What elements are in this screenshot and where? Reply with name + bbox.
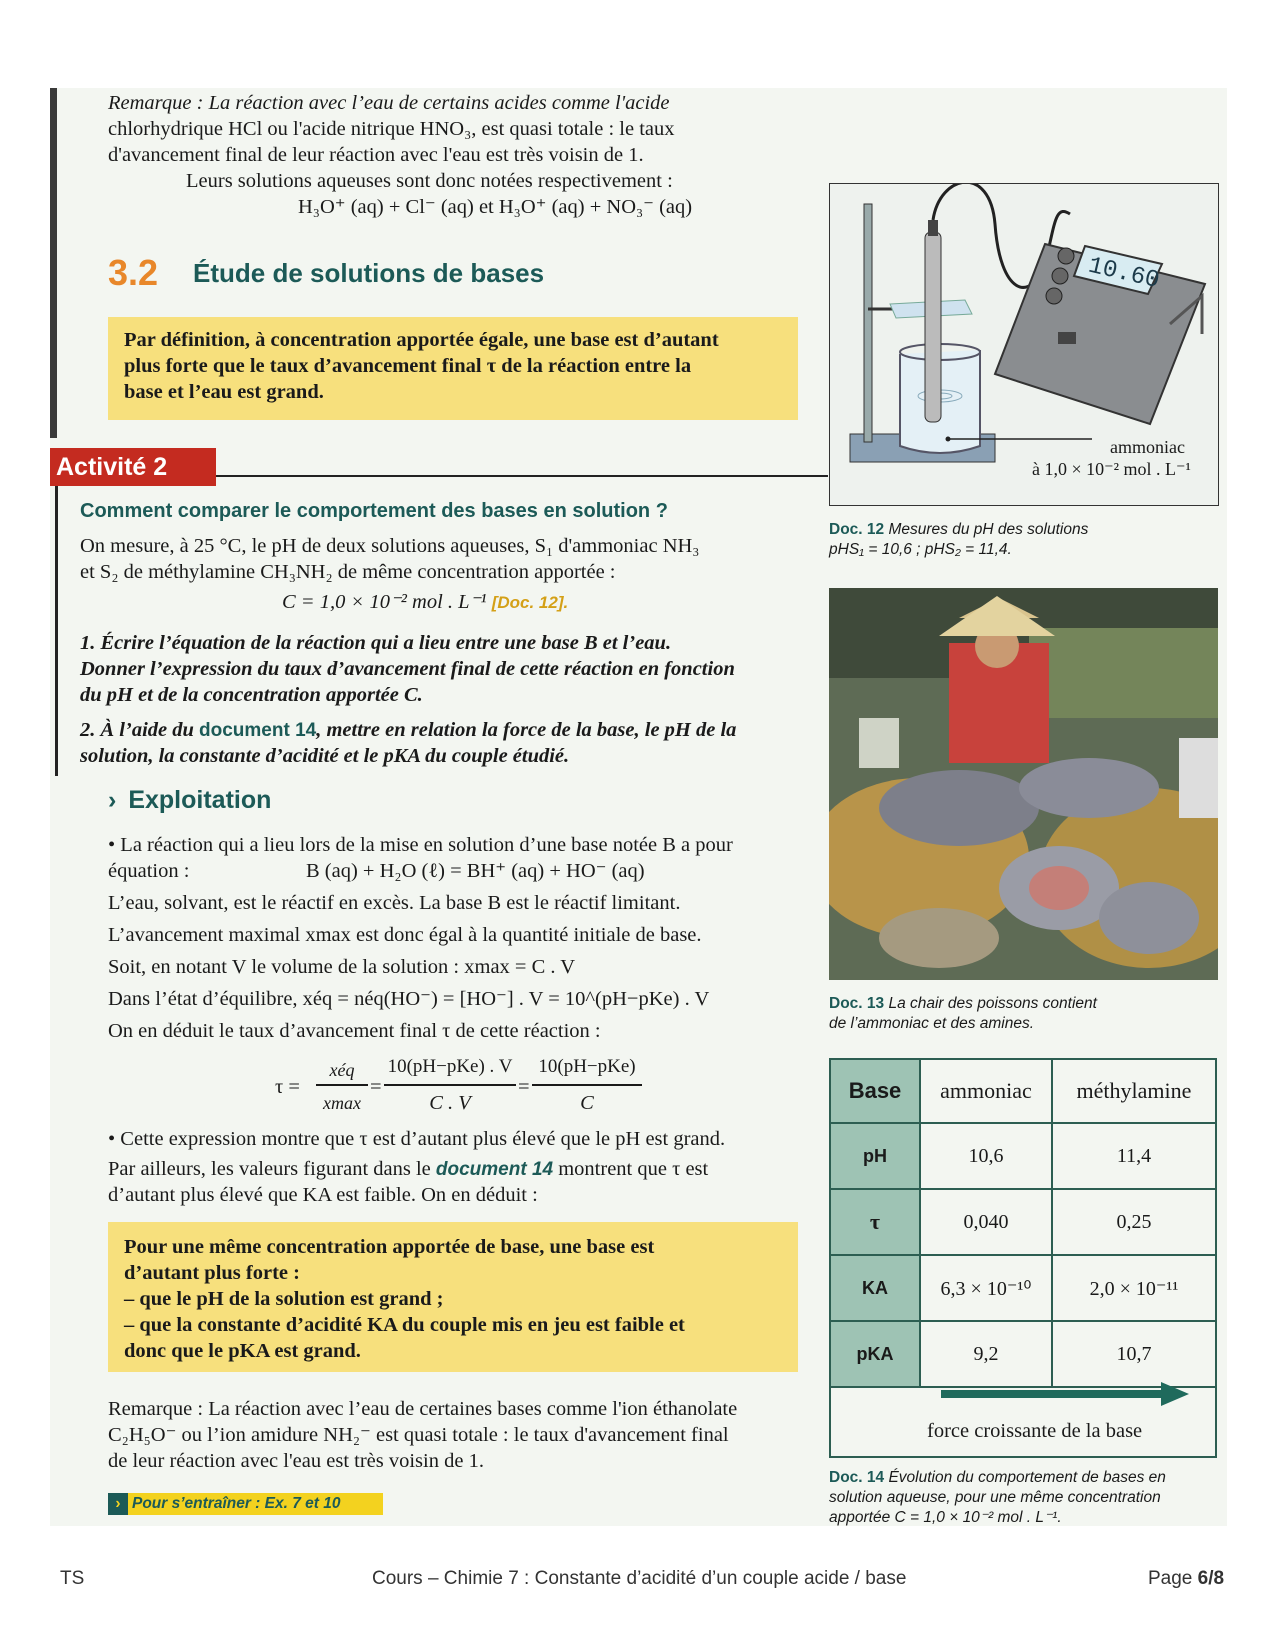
doc14-reference[interactable]: document 14 (199, 720, 317, 741)
remark-bottom-line-3: de leur réaction avec l'eau est très voisin de 1. (108, 1450, 484, 1472)
activity-rule (216, 475, 828, 477)
row-label-pka: pKA (830, 1321, 920, 1387)
exploitation-p8: Par ailleurs, les valeurs figurant dans le document 14 montrent que τ est (108, 1158, 709, 1180)
table-row (830, 1255, 1216, 1321)
section-number: 3.2 (108, 252, 159, 293)
formula-den-2: C . V (429, 1092, 471, 1114)
exploitation-p9: d’autant plus élevé que KA est faible. On en déduit : (108, 1184, 538, 1206)
doc13-caption-2: de l’ammoniac et des amines. (829, 1015, 1035, 1032)
question-1-line-3: du pH et de la concentration apportée C. (80, 684, 423, 706)
exploitation-p6: On en déduit le taux d’avancement final τ de cette réaction : (108, 1020, 601, 1042)
doc12-label-concentration: à 1,0 × 10⁻² mol . L⁻¹ (1032, 459, 1191, 479)
remark-bottom-line-2: C₂H₅O⁻ ou l’ion amidure NH₂⁻ est quasi totale : le taux d'avancement final (108, 1424, 729, 1446)
cell-ammoniac-tau: 0,040 (920, 1189, 1052, 1255)
remark-top-line-1: Remarque : La réaction avec l’eau de certains acides comme l'acide (108, 92, 670, 114)
table-header-base: Base (830, 1059, 920, 1123)
activity-question: Comment comparer le comportement des bases en solution ? (80, 500, 668, 522)
conclusion-line-3: – que le pH de la solution est grand ; (124, 1288, 444, 1310)
definition-line-1: Par définition, à concentration apportée égale, une base est d’autant (124, 329, 719, 351)
row-label-ka: KA (830, 1255, 920, 1321)
fraction-bar (384, 1084, 516, 1086)
doc14-caption-1: Doc. 14 Évolution du comportement de bases en (829, 1469, 1166, 1486)
exercise-link[interactable]: › Pour s’entraîner : Ex. 7 et 10 (108, 1493, 383, 1515)
footer-title: Cours – Chimie 7 : Constante d’acidité d’un couple acide / base (372, 1568, 907, 1589)
exploitation-p3: L’avancement maximal xmax est donc égal à la quantité initiale de base. (108, 924, 702, 946)
fraction-bar (532, 1084, 642, 1086)
conclusion-line-4: – que la constante d’acidité KA du couple mis en jeu est faible et (124, 1314, 685, 1336)
table-row (830, 1189, 1216, 1255)
activity-concentration: C = 1,0 × 10⁻² mol . L⁻¹ [Doc. 12]. (282, 591, 569, 613)
footer-left: TS (60, 1568, 85, 1589)
equals-sign: = (370, 1076, 382, 1098)
cell-methylamine-tau: 0,25 (1052, 1189, 1216, 1255)
doc12-reference[interactable]: [Doc. 12]. (491, 593, 569, 612)
exploitation-p1-line-1: • La réaction qui a lieu lors de la mise en solution d’une base notée B a pour (108, 834, 733, 856)
table-header-row (830, 1059, 1216, 1123)
conclusion-line-5: donc que le pKA est grand. (124, 1340, 361, 1362)
cell-methylamine-ka: 2,0 × 10⁻¹¹ (1052, 1255, 1216, 1321)
doc14-table (829, 1058, 1217, 1388)
doc12-caption-number: Doc. 12 (829, 521, 885, 538)
doc14-reference[interactable]: document 14 (435, 1159, 554, 1180)
question-2-line-1: 2. À l’aide du document 14, mettre en relation la force de la base, le pH de la (80, 719, 737, 741)
cell-methylamine-ph: 11,4 (1052, 1123, 1216, 1189)
doc14-caption-number: Doc. 14 (829, 1469, 885, 1486)
exploitation-p5: Dans l’état d’équilibre, xéq = néq(HO⁻) = [HO⁻] . V = 10^(pH−pKe) . V (108, 988, 710, 1010)
exploitation-p1-line-2: équation : (108, 860, 190, 882)
ph-display: 10.60 (1085, 252, 1162, 296)
formula-den-1: xmax (323, 1093, 361, 1113)
formula-num-2: 10(pH−pKe) . V (387, 1056, 513, 1077)
arrow-right-icon (831, 1376, 1219, 1416)
chevron-right-icon: › (108, 786, 117, 814)
doc12-label-ammoniac: ammoniac (1110, 437, 1185, 457)
doc13-photo (829, 588, 1218, 980)
conclusion-line-2: d’autant plus forte : (124, 1262, 300, 1284)
cell-methylamine-pka: 10,7 (1052, 1321, 1216, 1387)
cell-ammoniac-ph: 10,6 (920, 1123, 1052, 1189)
remark-top-line-3: d'avancement final de leur réaction avec l'eau est très voisin de 1. (108, 144, 644, 166)
definition-line-3: base et l’eau est grand. (124, 381, 324, 403)
remark-top-line-2: chlorhydrique HCl ou l'acide nitrique HNO₃, est quasi totale : le taux (108, 118, 675, 140)
fish-market-photo (829, 588, 1218, 980)
exploitation-p4: Soit, en notant V le volume de la solution : xmax = C . V (108, 956, 576, 978)
exploitation-equation: B (aq) + H₂O (ℓ) = BH⁺ (aq) + HO⁻ (aq) (306, 860, 645, 882)
question-1-line-1: 1. Écrire l’équation de la réaction qui a lieu entre une base B et l’eau. (80, 632, 672, 654)
formula-den-3: C (580, 1092, 594, 1114)
margin-bar (50, 88, 57, 438)
doc14-caption-3: apportée C = 1,0 × 10⁻² mol . L⁻¹. (829, 1509, 1062, 1526)
question-2-line-2: solution, la constante d’acidité et le pKA du couple étudié. (80, 745, 570, 767)
equals-sign: = (518, 1076, 530, 1098)
cell-ammoniac-pka: 9,2 (920, 1321, 1052, 1387)
row-label-tau: τ (830, 1189, 920, 1255)
footer-page: Page 6/8 (1148, 1568, 1225, 1589)
remark-bottom-line-1: Remarque : La réaction avec l’eau de certaines bases comme l'ion éthanolate (108, 1398, 738, 1420)
activity-intro-2: et S₂ de méthylamine CH₃NH₂ de même concentration apportée : (80, 561, 616, 583)
formula-num-1: xéq (329, 1060, 355, 1080)
row-label-ph: pH (830, 1123, 920, 1189)
activity-side-bar (55, 486, 58, 776)
doc13-caption-1: Doc. 13 La chair des poissons contient (829, 995, 1097, 1012)
doc12-caption-1: Doc. 12 Mesures du pH des solutions (829, 521, 1089, 538)
remark-top-line-4: Leurs solutions aqueuses sont donc notées respectivement : (186, 170, 673, 192)
doc14-caption-2: solution aqueuse, pour une même concentration (829, 1489, 1161, 1506)
table-row (830, 1123, 1216, 1189)
exploitation-p7: • Cette expression montre que τ est d’autant plus élevé que le pH est grand. (108, 1128, 726, 1150)
remark-top-equation: H₃O⁺ (aq) + Cl⁻ (aq) et H₃O⁺ (aq) + NO₃⁻ (aq) (298, 196, 693, 218)
conclusion-line-1: Pour une même concentration apportée de base, une base est (124, 1236, 655, 1258)
activity-label: Activité 2 (50, 448, 216, 486)
formula-tau: τ = (275, 1076, 300, 1098)
table-header-methylamine: méthylamine (1052, 1059, 1216, 1123)
chevron-right-icon: › (108, 1493, 128, 1515)
activity-intro-1: On mesure, à 25 °C, le pH de deux solutions aqueuses, S₁ d'ammoniac NH₃ (80, 535, 700, 557)
definition-line-2: plus forte que le taux d’avancement final τ de la réaction entre la (124, 355, 692, 377)
doc14-arrow-box (829, 1376, 1217, 1458)
fraction-bar (316, 1084, 368, 1086)
exploitation-heading: › Exploitation (108, 786, 272, 814)
table-header-ammoniac: ammoniac (920, 1059, 1052, 1123)
cell-ammoniac-ka: 6,3 × 10⁻¹⁰ (920, 1255, 1052, 1321)
arrow-label: force croissante de la base (927, 1420, 1143, 1442)
question-1-line-2: Donner l’expression du taux d’avancement final de cette réaction en fonction (80, 658, 735, 680)
doc13-caption-number: Doc. 13 (829, 995, 885, 1012)
exploitation-p2: L’eau, solvant, est le réactif en excès. La base B est le réactif limitant. (108, 892, 681, 914)
doc12-caption-2: pHS₁ = 10,6 ; pHS₂ = 11,4. (829, 541, 1012, 558)
section-title: Étude de solutions de bases (193, 258, 545, 288)
formula-num-3: 10(pH−pKe) (538, 1056, 636, 1077)
